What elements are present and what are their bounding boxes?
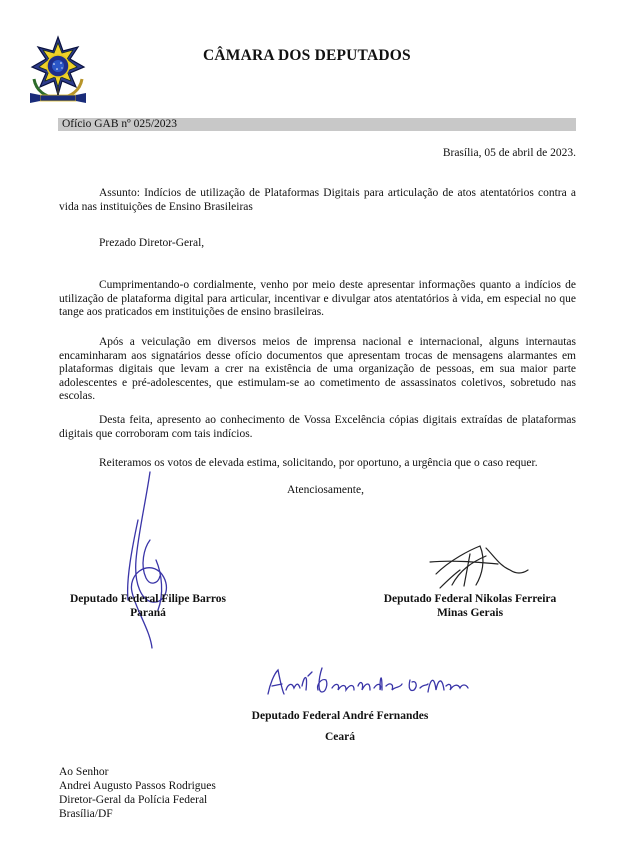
date-line: Brasília, 05 de abril de 2023.: [442, 147, 576, 159]
signature-nikolas-ferreira: [430, 546, 528, 588]
recipient-name: Andrei Augusto Passos Rodrigues: [59, 780, 216, 792]
signatory-block: [230, 709, 450, 744]
signatory-state: Ceará: [324, 731, 355, 743]
signatory-block: [58, 592, 238, 620]
signatory-state: Paraná: [130, 607, 166, 619]
subject-line: Assunto: Indícios de utilização de Plataformas Digitais para articulação de atos atentatórios contra a vida nas instituições de Ensino Brasileiras: [59, 187, 576, 213]
chamber-title: CÂMARA DOS DEPUTADOS: [203, 47, 411, 64]
body-paragraph: Cumprimentando-o cordialmente, venho por meio deste apresentar informações quanto a indícios de utilização de plataforma digital para articular, incentivar e divulgar atos atentatórios à vida, em especial no que tange aos praticados em instituições de ensino brasileiras.: [59, 279, 576, 319]
signatory-state: Minas Gerais: [436, 607, 504, 619]
signatory-name: Deputado Federal Filipe Barros: [70, 593, 226, 605]
signatory-name: Deputado Federal Nikolas Ferreira: [383, 593, 557, 605]
signatory-name: Deputado Federal André Fernandes: [251, 710, 429, 722]
recipient-line: Ao Senhor: [59, 766, 109, 778]
brazil-coat-of-arms-icon: [26, 35, 90, 105]
body-paragraph: Após a veiculação em diversos meios de imprensa nacional e internacional, alguns internautas encaminharam aos signatários desse ofício documentos que apresentam trocas de mensagens alarmantes em plataformas digitais que levam a crer na existência de uma organização de pessoas, em sua maior parte adolescentes e pré-adolescentes, que estimulam-se ao cometimento de assassinatos coletivos, sobretudo nas escolas.: [59, 336, 576, 403]
signature-filipe-barros: [128, 472, 167, 648]
recipient-title: Diretor-Geral da Polícia Federal: [59, 794, 208, 806]
recipient-address: [59, 765, 216, 821]
body-paragraph: Desta feita, apresento ao conhecimento de Vossa Excelência cópias digitais extraídas de plataformas digitais que corroboram com tais indícios.: [59, 414, 576, 440]
signatory-block: [370, 592, 570, 620]
signature-andre-fernandes: [268, 668, 468, 694]
recipient-location: Brasília/DF: [59, 808, 113, 820]
closing-phrase: Atenciosamente,: [287, 484, 364, 496]
salutation: Prezado Diretor-Geral,: [99, 237, 205, 249]
body-paragraph: Reiteramos os votos de elevada estima, solicitando, por oportuno, a urgência que o caso requer.: [99, 457, 538, 469]
office-reference-number: Ofício GAB nº 025/2023: [62, 118, 178, 130]
